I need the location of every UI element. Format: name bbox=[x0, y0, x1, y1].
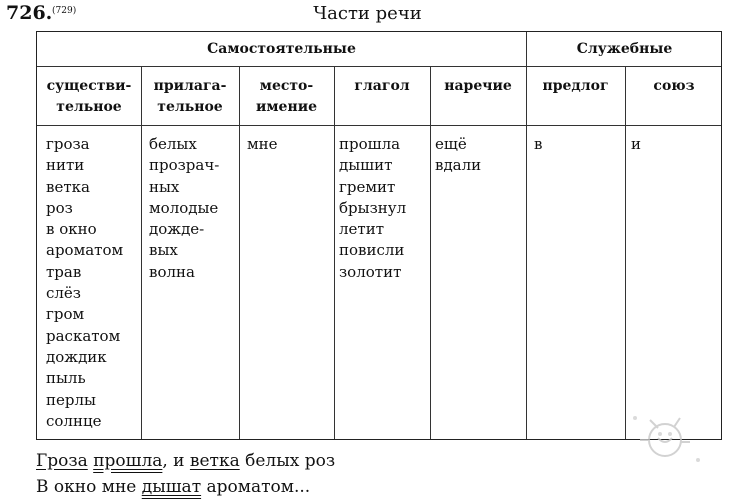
column-header-line: прилага- bbox=[153, 78, 227, 94]
group-header-auxiliary: Служебные bbox=[576, 41, 673, 57]
list-item: в bbox=[534, 135, 543, 153]
list-item: молодые bbox=[149, 198, 219, 217]
list-item: роз bbox=[46, 198, 73, 217]
poem-text: В окно мне bbox=[36, 477, 142, 497]
list-item: пыль bbox=[46, 369, 86, 388]
column-header-adjective bbox=[141, 67, 239, 125]
list-item: в окно bbox=[46, 220, 97, 239]
column-header-line: наречие bbox=[444, 78, 512, 94]
list-item: вых bbox=[149, 241, 178, 260]
list-item: ных bbox=[149, 177, 180, 196]
list-item: перлы bbox=[46, 390, 96, 409]
exercise-number: 726. bbox=[6, 2, 53, 24]
column-header-verb bbox=[334, 67, 430, 125]
list-item: повисли bbox=[339, 241, 405, 260]
list-item: дождик bbox=[46, 347, 107, 366]
column-words-adjective bbox=[149, 134, 219, 283]
table-divider bbox=[37, 125, 721, 126]
list-item: нити bbox=[46, 156, 85, 175]
column-header-line: место- bbox=[259, 78, 314, 94]
list-item: волна bbox=[149, 262, 195, 281]
list-item: гром bbox=[46, 305, 85, 324]
list-item: гремит bbox=[339, 177, 396, 196]
poem-line-2 bbox=[36, 477, 310, 497]
page-title bbox=[0, 3, 735, 24]
list-item: трав bbox=[46, 262, 82, 281]
list-item: прозрач- bbox=[149, 156, 220, 175]
poem-text: ароматом... bbox=[201, 477, 311, 497]
column-header-line: существи- bbox=[46, 78, 132, 94]
title-text: Части речи bbox=[313, 3, 422, 24]
list-item: ещё bbox=[435, 135, 467, 153]
column-words-verb bbox=[339, 134, 406, 283]
column-header-noun bbox=[37, 67, 141, 125]
list-item: солнце bbox=[46, 411, 102, 430]
list-item: вдали bbox=[435, 156, 482, 175]
poem-line-1 bbox=[36, 451, 335, 471]
list-item: и bbox=[631, 135, 641, 153]
column-header-preposition bbox=[526, 67, 625, 125]
column-words-adverb bbox=[435, 134, 481, 177]
parts-of-speech-table bbox=[36, 31, 722, 440]
column-header-line: глагол bbox=[354, 78, 410, 94]
column-header-conjunction bbox=[625, 67, 723, 125]
list-item: раскатом bbox=[46, 326, 121, 345]
list-item: прошла bbox=[339, 135, 401, 153]
predicate-word: дышат bbox=[141, 477, 202, 497]
list-item: белых bbox=[149, 135, 197, 153]
column-words-pronoun bbox=[247, 134, 278, 155]
subject-word: Гроза bbox=[36, 451, 88, 471]
list-item: ветка bbox=[46, 177, 90, 196]
column-words-noun bbox=[46, 134, 123, 432]
column-header-line: имение bbox=[256, 99, 317, 115]
group-header-independent: Самостоятельные bbox=[207, 41, 356, 57]
column-header-line: тельное bbox=[157, 99, 223, 115]
column-words-preposition bbox=[534, 134, 542, 155]
poem-text: белых роз bbox=[239, 451, 336, 471]
column-header-pronoun bbox=[239, 67, 334, 125]
column-header-adverb bbox=[430, 67, 526, 125]
exercise-reference: (729) bbox=[52, 6, 77, 16]
list-item: летит bbox=[339, 220, 384, 239]
column-words-conjunction bbox=[631, 134, 641, 155]
list-item: слёз bbox=[46, 284, 81, 303]
list-item: брызнул bbox=[339, 198, 407, 217]
column-header-line: союз bbox=[653, 78, 695, 94]
watermark-stamp-icon bbox=[620, 400, 710, 470]
list-item: дышит bbox=[339, 156, 393, 175]
list-item: золотит bbox=[339, 262, 402, 281]
list-item: гроза bbox=[46, 135, 90, 153]
list-item: дожде- bbox=[149, 220, 205, 239]
list-item: ароматом bbox=[46, 241, 124, 260]
column-header-line: предлог bbox=[542, 78, 609, 94]
predicate-word: прошла bbox=[93, 451, 163, 471]
column-header-line: тельное bbox=[56, 99, 122, 115]
subject-word: ветка bbox=[189, 451, 240, 471]
list-item: мне bbox=[247, 135, 278, 153]
poem-text: , и bbox=[162, 451, 190, 471]
